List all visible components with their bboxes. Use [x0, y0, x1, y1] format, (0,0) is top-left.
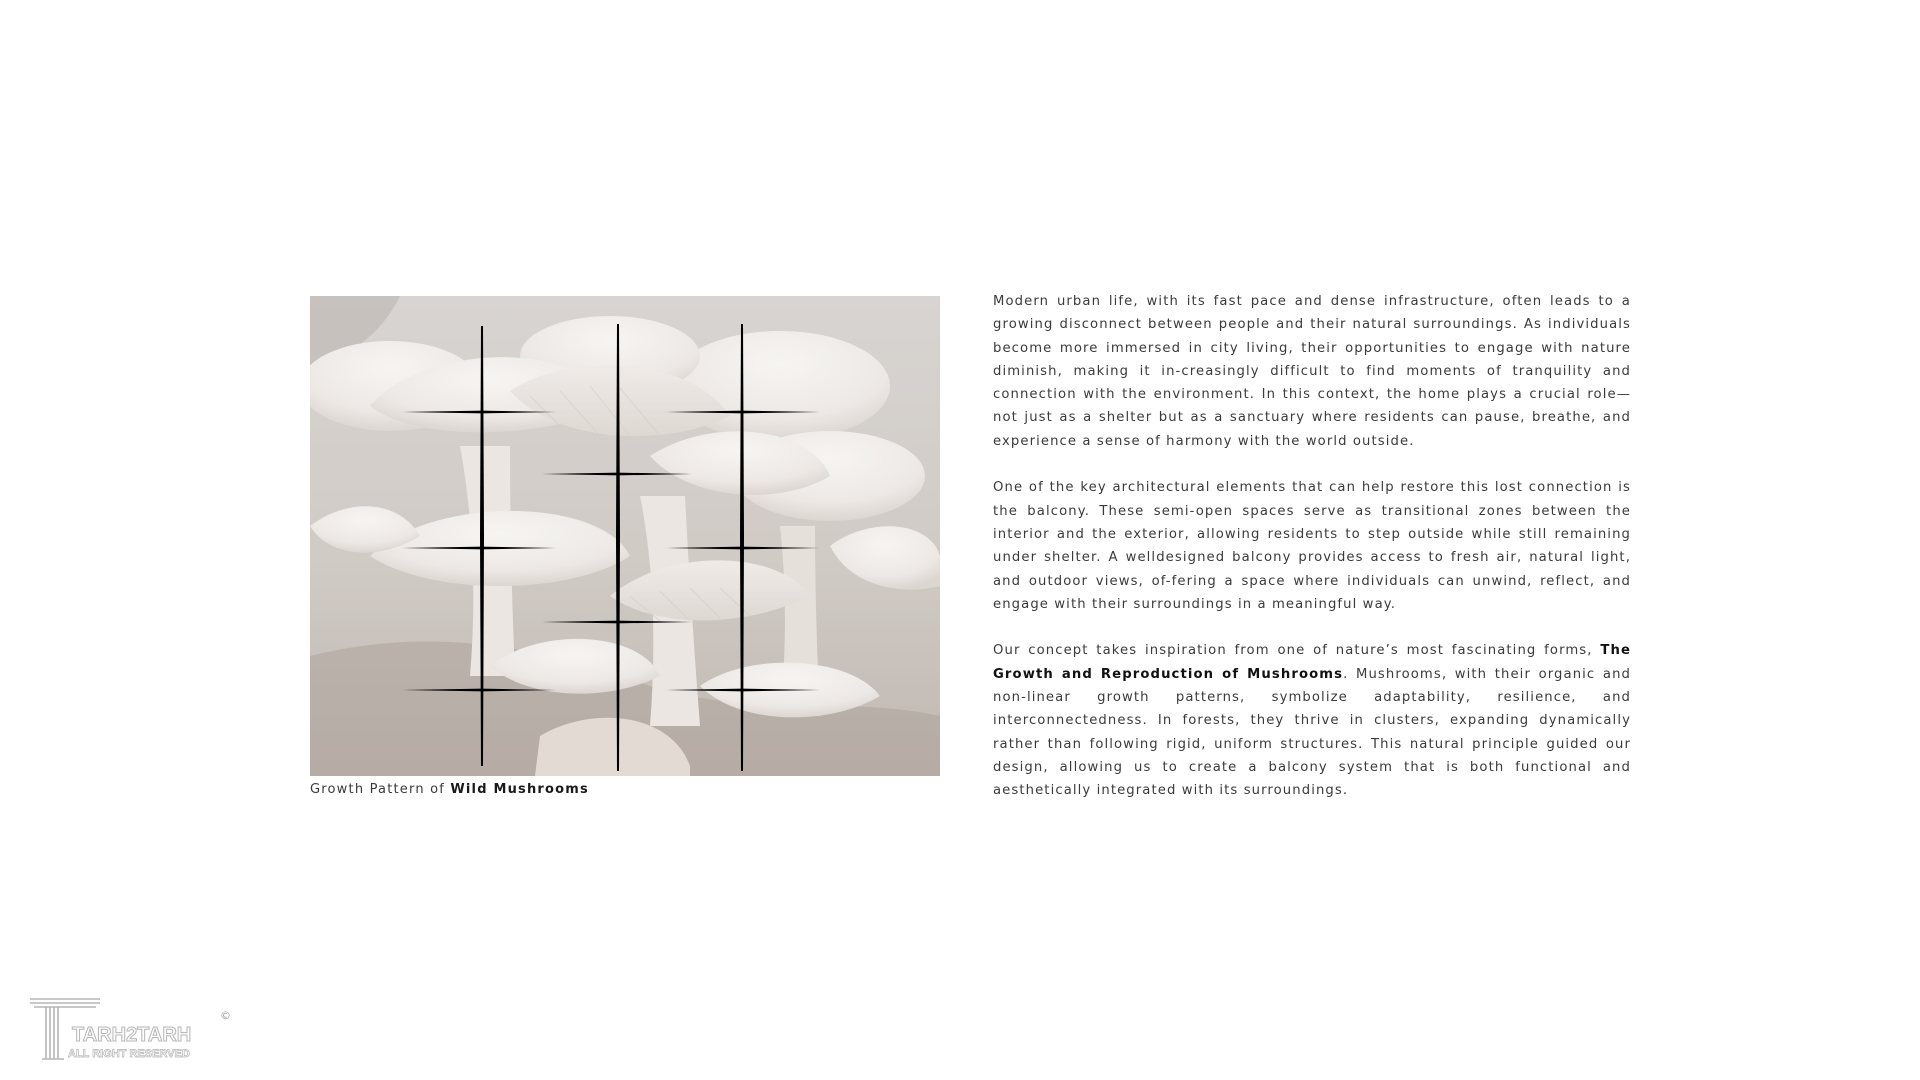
caption-prefix: Growth Pattern of	[310, 782, 451, 797]
paragraph-3-intro: Our concept takes inspiration from one of nature’s most fascinating forms,	[993, 643, 1601, 659]
figure-caption	[310, 782, 589, 797]
caption-emphasis: Wild Mushrooms	[450, 782, 589, 797]
paragraph-2: One of the key architectural elements that can help restore this lost connection is the balcony. These semi-open spaces serve as transitional zones between the interior and the exterior, allowing residents to step outside while still remaining under shelter. A welldesigned balcony provides access to fresh air, natural light, and outdoor views, of-fering a space where individuals can unwind, reflect, and engage with their surroundings in a meaningful way.	[993, 480, 1631, 612]
copyright-mark: ©	[220, 1009, 231, 1022]
paragraph-3-rest: . Mushrooms, with their organic and non-linear growth patterns, symbolize adaptability, resilience, and interconnectedness. In forests, they thrive in clusters, expanding dynamically rather than following rigid, uniform structures. This natural principle guided our design, allowing us to create a balcony system that is both functional and aesthetically integrated with its surroundings.	[993, 666, 1631, 799]
tarh2tarh-logo	[28, 995, 238, 1065]
paragraph-3-emphasis: The Growth and Reproduction of Mushrooms	[993, 643, 1631, 682]
mushroom-figure	[310, 296, 940, 776]
mushroom-photo	[310, 296, 940, 776]
paragraph-3	[993, 639, 1631, 802]
logo-tagline: ALL RIGHT RESERVED	[68, 1048, 190, 1060]
logo-name: TARH2TARH	[72, 1024, 192, 1046]
paragraph-1: Modern urban life, with its fast pace and dense infrastructure, often leads to a growing disconnect between people and their natural surroundings. As individuals become more immersed in city living, their opportunities to engage with nature diminish, making it in-creasingly difficult to find moments of tranquility and connection with the environment. In this context, the home plays a crucial role—not just as a shelter but as a sanctuary where residents can pause, breathe, and experience a sense of harmony with the world outside.	[993, 294, 1631, 449]
body-text	[993, 290, 1631, 826]
